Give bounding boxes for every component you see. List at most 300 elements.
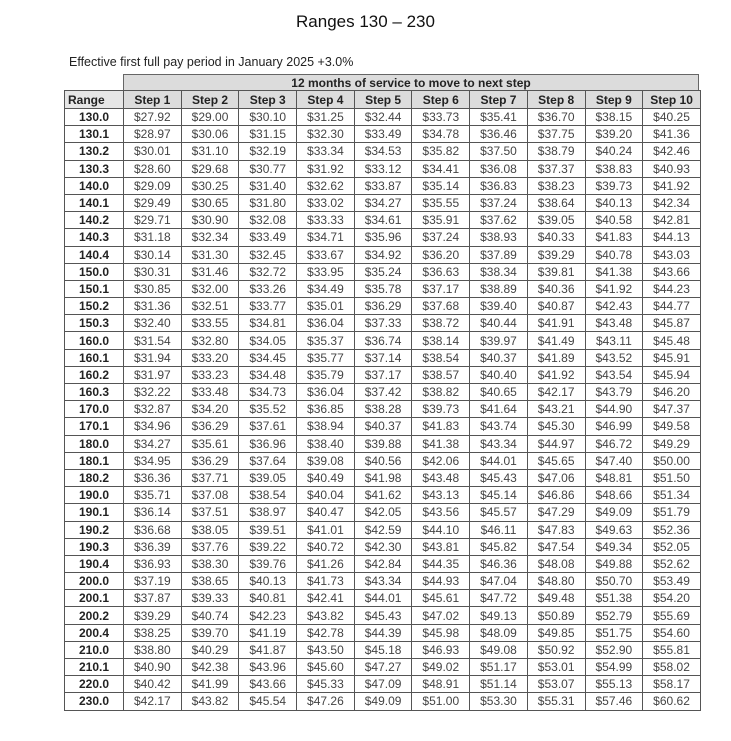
step-4-rate-cell: $35.77 (297, 349, 355, 366)
step-1-rate-cell: $38.25 (124, 624, 182, 641)
step-9-rate-cell: $54.99 (585, 659, 643, 676)
step-5-rate-cell: $34.53 (354, 143, 412, 160)
range-cell: 200.0 (65, 573, 124, 590)
step-6-rate-cell: $42.06 (412, 452, 470, 469)
step-5-rate-cell: $47.09 (354, 676, 412, 693)
step-8-rate-cell: $39.81 (527, 263, 585, 280)
step-8-rate-cell: $49.85 (527, 624, 585, 641)
step-5-rate-cell: $36.29 (354, 298, 412, 315)
step-7-rate-cell: $48.09 (470, 624, 528, 641)
range-cell: 190.3 (65, 538, 124, 555)
step-5-rate-cell: $44.01 (354, 590, 412, 607)
step-7-rate-cell: $43.34 (470, 435, 528, 452)
step-10-rate-cell: $45.94 (643, 366, 701, 383)
step-8-rate-cell: $55.31 (527, 693, 585, 710)
range-cell: 150.3 (65, 315, 124, 332)
step-3-rate-cell: $33.77 (239, 298, 297, 315)
step-1-rate-cell: $29.71 (124, 212, 182, 229)
step-9-rate-cell: $39.20 (585, 126, 643, 143)
step-9-rate-cell: $46.72 (585, 435, 643, 452)
step-5-rate-cell: $34.92 (354, 246, 412, 263)
step-3-rate-cell: $36.96 (239, 435, 297, 452)
step-2-rate-cell: $31.46 (181, 263, 239, 280)
step-3-rate-cell: $30.77 (239, 160, 297, 177)
step-6-rate-cell: $44.35 (412, 555, 470, 572)
step-7-rate-cell: $38.93 (470, 229, 528, 246)
step-10-rate-cell: $47.37 (643, 401, 701, 418)
step-6-rate-cell: $36.63 (412, 263, 470, 280)
column-header-step-8: Step 8 (527, 91, 585, 109)
step-1-rate-cell: $34.27 (124, 435, 182, 452)
step-5-rate-cell: $40.56 (354, 452, 412, 469)
step-10-rate-cell: $52.62 (643, 555, 701, 572)
table-row (65, 126, 701, 143)
step-4-rate-cell: $42.78 (297, 624, 355, 641)
step-4-rate-cell: $33.33 (297, 212, 355, 229)
page-title: Ranges 130 – 230 (296, 12, 435, 31)
step-6-rate-cell: $33.73 (412, 109, 470, 126)
step-4-rate-cell: $31.92 (297, 160, 355, 177)
step-2-rate-cell: $33.48 (181, 384, 239, 401)
step-2-rate-cell: $40.29 (181, 641, 239, 658)
step-10-rate-cell: $41.92 (643, 177, 701, 194)
step-3-rate-cell: $34.05 (239, 332, 297, 349)
step-3-rate-cell: $39.51 (239, 521, 297, 538)
step-8-rate-cell: $47.83 (527, 521, 585, 538)
step-2-rate-cell: $37.71 (181, 469, 239, 486)
step-4-rate-cell: $40.49 (297, 469, 355, 486)
table-row (65, 676, 701, 693)
step-8-rate-cell: $46.86 (527, 487, 585, 504)
step-8-rate-cell: $38.64 (527, 194, 585, 211)
step-2-rate-cell: $30.65 (181, 194, 239, 211)
step-6-rate-cell: $37.17 (412, 280, 470, 297)
step-5-rate-cell: $34.61 (354, 212, 412, 229)
step-8-rate-cell: $47.06 (527, 469, 585, 486)
step-1-rate-cell: $36.93 (124, 555, 182, 572)
table-row (65, 590, 701, 607)
range-cell: 190.2 (65, 521, 124, 538)
step-10-rate-cell: $42.46 (643, 143, 701, 160)
step-3-rate-cell: $38.97 (239, 504, 297, 521)
table-row (65, 521, 701, 538)
step-10-rate-cell: $51.34 (643, 487, 701, 504)
column-header-step-4: Step 4 (297, 91, 355, 109)
step-1-rate-cell: $38.80 (124, 641, 182, 658)
step-3-rate-cell: $32.19 (239, 143, 297, 160)
step-8-rate-cell: $39.05 (527, 212, 585, 229)
range-cell: 230.0 (65, 693, 124, 710)
step-2-rate-cell: $37.51 (181, 504, 239, 521)
step-6-rate-cell: $49.02 (412, 659, 470, 676)
table-row (65, 659, 701, 676)
step-9-rate-cell: $43.79 (585, 384, 643, 401)
step-4-rate-cell: $43.50 (297, 641, 355, 658)
step-5-rate-cell: $33.87 (354, 177, 412, 194)
step-1-rate-cell: $30.85 (124, 280, 182, 297)
step-9-rate-cell: $41.83 (585, 229, 643, 246)
effective-date-note: Effective first full pay period in January 2025 +3.0% (69, 55, 354, 69)
step-8-rate-cell: $40.36 (527, 280, 585, 297)
step-8-rate-cell: $43.21 (527, 401, 585, 418)
step-10-rate-cell: $44.23 (643, 280, 701, 297)
step-4-rate-cell: $39.08 (297, 452, 355, 469)
step-9-rate-cell: $52.79 (585, 607, 643, 624)
step-2-rate-cell: $43.82 (181, 693, 239, 710)
step-9-rate-cell: $43.48 (585, 315, 643, 332)
step-10-rate-cell: $40.93 (643, 160, 701, 177)
table-row (65, 177, 701, 194)
step-10-rate-cell: $40.25 (643, 109, 701, 126)
step-9-rate-cell: $43.52 (585, 349, 643, 366)
range-cell: 200.2 (65, 607, 124, 624)
step-4-rate-cell: $36.04 (297, 315, 355, 332)
step-7-rate-cell: $53.30 (470, 693, 528, 710)
range-cell: 190.1 (65, 504, 124, 521)
step-7-rate-cell: $40.40 (470, 366, 528, 383)
step-3-rate-cell: $41.87 (239, 641, 297, 658)
step-9-rate-cell: $43.11 (585, 332, 643, 349)
range-cell: 190.0 (65, 487, 124, 504)
table-header-row (65, 91, 701, 109)
table-row (65, 109, 701, 126)
step-5-rate-cell: $34.27 (354, 194, 412, 211)
column-header-step-7: Step 7 (470, 91, 528, 109)
pay-range-table (64, 90, 701, 711)
step-3-rate-cell: $30.10 (239, 109, 297, 126)
step-1-rate-cell: $34.96 (124, 418, 182, 435)
range-cell: 170.0 (65, 401, 124, 418)
step-8-rate-cell: $41.91 (527, 315, 585, 332)
step-9-rate-cell: $49.63 (585, 521, 643, 538)
step-4-rate-cell: $35.79 (297, 366, 355, 383)
step-10-rate-cell: $58.17 (643, 676, 701, 693)
step-6-rate-cell: $51.00 (412, 693, 470, 710)
step-9-rate-cell: $44.90 (585, 401, 643, 418)
step-4-rate-cell: $34.49 (297, 280, 355, 297)
step-6-rate-cell: $39.73 (412, 401, 470, 418)
step-2-rate-cell: $32.00 (181, 280, 239, 297)
range-cell: 210.1 (65, 659, 124, 676)
step-7-rate-cell: $45.43 (470, 469, 528, 486)
step-2-rate-cell: $40.74 (181, 607, 239, 624)
step-8-rate-cell: $50.89 (527, 607, 585, 624)
step-5-rate-cell: $42.05 (354, 504, 412, 521)
range-cell: 160.3 (65, 384, 124, 401)
step-2-rate-cell: $36.29 (181, 418, 239, 435)
step-10-rate-cell: $52.36 (643, 521, 701, 538)
step-1-rate-cell: $35.71 (124, 487, 182, 504)
step-1-rate-cell: $31.54 (124, 332, 182, 349)
step-1-rate-cell: $36.36 (124, 469, 182, 486)
step-7-rate-cell: $37.24 (470, 194, 528, 211)
table-row (65, 607, 701, 624)
step-1-rate-cell: $31.18 (124, 229, 182, 246)
step-8-rate-cell: $41.49 (527, 332, 585, 349)
step-4-rate-cell: $35.37 (297, 332, 355, 349)
table-row (65, 418, 701, 435)
step-10-rate-cell: $45.87 (643, 315, 701, 332)
step-3-rate-cell: $37.64 (239, 452, 297, 469)
step-1-rate-cell: $29.49 (124, 194, 182, 211)
step-3-rate-cell: $39.22 (239, 538, 297, 555)
step-4-rate-cell: $35.01 (297, 298, 355, 315)
step-8-rate-cell: $47.54 (527, 538, 585, 555)
step-6-rate-cell: $46.93 (412, 641, 470, 658)
step-5-rate-cell: $38.28 (354, 401, 412, 418)
step-2-rate-cell: $38.30 (181, 555, 239, 572)
range-cell: 150.1 (65, 280, 124, 297)
step-4-rate-cell: $36.04 (297, 384, 355, 401)
table-row (65, 246, 701, 263)
step-5-rate-cell: $41.62 (354, 487, 412, 504)
step-5-rate-cell: $49.09 (354, 693, 412, 710)
step-9-rate-cell: $40.78 (585, 246, 643, 263)
step-6-rate-cell: $44.10 (412, 521, 470, 538)
table-row (65, 263, 701, 280)
table-row (65, 280, 701, 297)
step-10-rate-cell: $55.69 (643, 607, 701, 624)
step-10-rate-cell: $42.81 (643, 212, 701, 229)
step-10-rate-cell: $44.77 (643, 298, 701, 315)
step-3-rate-cell: $39.76 (239, 555, 297, 572)
range-cell: 130.0 (65, 109, 124, 126)
step-4-rate-cell: $41.73 (297, 573, 355, 590)
step-1-rate-cell: $39.29 (124, 607, 182, 624)
step-3-rate-cell: $31.80 (239, 194, 297, 211)
step-2-rate-cell: $30.25 (181, 177, 239, 194)
step-4-rate-cell: $32.62 (297, 177, 355, 194)
step-6-rate-cell: $41.38 (412, 435, 470, 452)
step-9-rate-cell: $40.24 (585, 143, 643, 160)
step-4-rate-cell: $45.33 (297, 676, 355, 693)
range-cell: 210.0 (65, 641, 124, 658)
step-5-rate-cell: $42.59 (354, 521, 412, 538)
range-cell: 180.1 (65, 452, 124, 469)
step-3-rate-cell: $40.13 (239, 573, 297, 590)
table-row (65, 573, 701, 590)
step-3-rate-cell: $33.49 (239, 229, 297, 246)
step-4-rate-cell: $38.94 (297, 418, 355, 435)
step-3-rate-cell: $34.73 (239, 384, 297, 401)
column-header-step-5: Step 5 (354, 91, 412, 109)
step-2-rate-cell: $41.99 (181, 676, 239, 693)
step-7-rate-cell: $35.41 (470, 109, 528, 126)
range-cell: 140.4 (65, 246, 124, 263)
step-7-rate-cell: $40.44 (470, 315, 528, 332)
step-7-rate-cell: $39.97 (470, 332, 528, 349)
step-6-rate-cell: $38.82 (412, 384, 470, 401)
range-cell: 140.2 (65, 212, 124, 229)
step-6-rate-cell: $41.83 (412, 418, 470, 435)
step-8-rate-cell: $39.29 (527, 246, 585, 263)
step-5-rate-cell: $35.24 (354, 263, 412, 280)
step-5-rate-cell: $37.14 (354, 349, 412, 366)
step-5-rate-cell: $35.96 (354, 229, 412, 246)
step-10-rate-cell: $46.20 (643, 384, 701, 401)
step-6-rate-cell: $38.54 (412, 349, 470, 366)
step-2-rate-cell: $30.90 (181, 212, 239, 229)
step-5-rate-cell: $33.49 (354, 126, 412, 143)
step-5-rate-cell: $33.12 (354, 160, 412, 177)
step-6-rate-cell: $34.41 (412, 160, 470, 177)
step-5-rate-cell: $43.34 (354, 573, 412, 590)
table-row (65, 212, 701, 229)
step-5-rate-cell: $39.88 (354, 435, 412, 452)
step-10-rate-cell: $53.49 (643, 573, 701, 590)
step-7-rate-cell: $37.62 (470, 212, 528, 229)
range-cell: 180.0 (65, 435, 124, 452)
step-1-rate-cell: $42.17 (124, 693, 182, 710)
step-4-rate-cell: $36.85 (297, 401, 355, 418)
step-10-rate-cell: $54.20 (643, 590, 701, 607)
step-8-rate-cell: $49.48 (527, 590, 585, 607)
step-4-rate-cell: $38.40 (297, 435, 355, 452)
range-cell: 150.2 (65, 298, 124, 315)
step-4-rate-cell: $40.04 (297, 487, 355, 504)
step-5-rate-cell: $45.18 (354, 641, 412, 658)
step-5-rate-cell: $40.37 (354, 418, 412, 435)
column-header-step-1: Step 1 (124, 91, 182, 109)
step-8-rate-cell: $53.07 (527, 676, 585, 693)
step-6-rate-cell: $35.14 (412, 177, 470, 194)
step-6-rate-cell: $38.14 (412, 332, 470, 349)
step-4-rate-cell: $42.41 (297, 590, 355, 607)
step-8-rate-cell: $50.92 (527, 641, 585, 658)
step-4-rate-cell: $31.25 (297, 109, 355, 126)
step-3-rate-cell: $34.45 (239, 349, 297, 366)
step-10-rate-cell: $49.58 (643, 418, 701, 435)
table-row (65, 555, 701, 572)
table-row (65, 641, 701, 658)
step-8-rate-cell: $53.01 (527, 659, 585, 676)
table-row (65, 194, 701, 211)
step-10-rate-cell: $45.48 (643, 332, 701, 349)
step-1-rate-cell: $40.42 (124, 676, 182, 693)
step-7-rate-cell: $47.04 (470, 573, 528, 590)
step-8-rate-cell: $40.87 (527, 298, 585, 315)
table-row (65, 366, 701, 383)
table-body (65, 109, 701, 711)
step-5-rate-cell: $47.27 (354, 659, 412, 676)
step-8-rate-cell: $45.65 (527, 452, 585, 469)
step-2-rate-cell: $29.00 (181, 109, 239, 126)
step-10-rate-cell: $44.13 (643, 229, 701, 246)
step-2-rate-cell: $30.06 (181, 126, 239, 143)
column-header-step-3: Step 3 (239, 91, 297, 109)
table-row (65, 229, 701, 246)
step-1-rate-cell: $34.95 (124, 452, 182, 469)
step-10-rate-cell: $43.66 (643, 263, 701, 280)
range-cell: 140.0 (65, 177, 124, 194)
range-cell: 130.3 (65, 160, 124, 177)
table-row (65, 435, 701, 452)
step-1-rate-cell: $28.97 (124, 126, 182, 143)
step-4-rate-cell: $41.01 (297, 521, 355, 538)
step-9-rate-cell: $52.90 (585, 641, 643, 658)
step-5-rate-cell: $36.74 (354, 332, 412, 349)
step-9-rate-cell: $41.38 (585, 263, 643, 280)
step-2-rate-cell: $32.51 (181, 298, 239, 315)
step-7-rate-cell: $45.14 (470, 487, 528, 504)
step-2-rate-cell: $31.30 (181, 246, 239, 263)
table-row (65, 401, 701, 418)
step-9-rate-cell: $40.58 (585, 212, 643, 229)
step-4-rate-cell: $32.30 (297, 126, 355, 143)
step-7-rate-cell: $47.72 (470, 590, 528, 607)
step-2-rate-cell: $38.65 (181, 573, 239, 590)
step-1-rate-cell: $31.36 (124, 298, 182, 315)
step-8-rate-cell: $47.29 (527, 504, 585, 521)
step-4-rate-cell: $34.71 (297, 229, 355, 246)
step-2-rate-cell: $33.23 (181, 366, 239, 383)
step-7-rate-cell: $38.89 (470, 280, 528, 297)
step-5-rate-cell: $42.30 (354, 538, 412, 555)
step-5-rate-cell: $45.43 (354, 607, 412, 624)
step-6-rate-cell: $35.82 (412, 143, 470, 160)
range-cell: 150.0 (65, 263, 124, 280)
step-3-rate-cell: $33.26 (239, 280, 297, 297)
range-cell: 220.0 (65, 676, 124, 693)
step-2-rate-cell: $36.29 (181, 452, 239, 469)
step-7-rate-cell: $40.65 (470, 384, 528, 401)
step-7-rate-cell: $51.14 (470, 676, 528, 693)
step-1-rate-cell: $32.22 (124, 384, 182, 401)
step-4-rate-cell: $40.47 (297, 504, 355, 521)
step-4-rate-cell: $40.72 (297, 538, 355, 555)
step-6-rate-cell: $38.57 (412, 366, 470, 383)
step-6-rate-cell: $35.55 (412, 194, 470, 211)
range-cell: 190.4 (65, 555, 124, 572)
step-10-rate-cell: $41.36 (643, 126, 701, 143)
range-cell: 180.2 (65, 469, 124, 486)
step-8-rate-cell: $42.17 (527, 384, 585, 401)
range-cell: 140.1 (65, 194, 124, 211)
step-2-rate-cell: $29.68 (181, 160, 239, 177)
step-1-rate-cell: $32.87 (124, 401, 182, 418)
step-7-rate-cell: $36.46 (470, 126, 528, 143)
step-4-rate-cell: $47.26 (297, 693, 355, 710)
table-row (65, 504, 701, 521)
step-10-rate-cell: $51.79 (643, 504, 701, 521)
table-row (65, 693, 701, 710)
step-6-rate-cell: $37.68 (412, 298, 470, 315)
step-7-rate-cell: $45.82 (470, 538, 528, 555)
table-row (65, 624, 701, 641)
step-7-rate-cell: $38.34 (470, 263, 528, 280)
step-10-rate-cell: $51.50 (643, 469, 701, 486)
step-1-rate-cell: $28.60 (124, 160, 182, 177)
step-8-rate-cell: $41.89 (527, 349, 585, 366)
step-9-rate-cell: $39.73 (585, 177, 643, 194)
step-6-rate-cell: $44.93 (412, 573, 470, 590)
step-6-rate-cell: $45.98 (412, 624, 470, 641)
step-9-rate-cell: $38.83 (585, 160, 643, 177)
step-10-rate-cell: $55.81 (643, 641, 701, 658)
step-3-rate-cell: $34.81 (239, 315, 297, 332)
step-1-rate-cell: $36.68 (124, 521, 182, 538)
step-7-rate-cell: $49.13 (470, 607, 528, 624)
step-2-rate-cell: $32.34 (181, 229, 239, 246)
step-3-rate-cell: $45.54 (239, 693, 297, 710)
step-9-rate-cell: $49.88 (585, 555, 643, 572)
range-cell: 200.4 (65, 624, 124, 641)
column-header-step-6: Step 6 (412, 91, 470, 109)
step-2-rate-cell: $34.20 (181, 401, 239, 418)
table-row (65, 349, 701, 366)
step-4-rate-cell: $33.34 (297, 143, 355, 160)
table-row (65, 160, 701, 177)
